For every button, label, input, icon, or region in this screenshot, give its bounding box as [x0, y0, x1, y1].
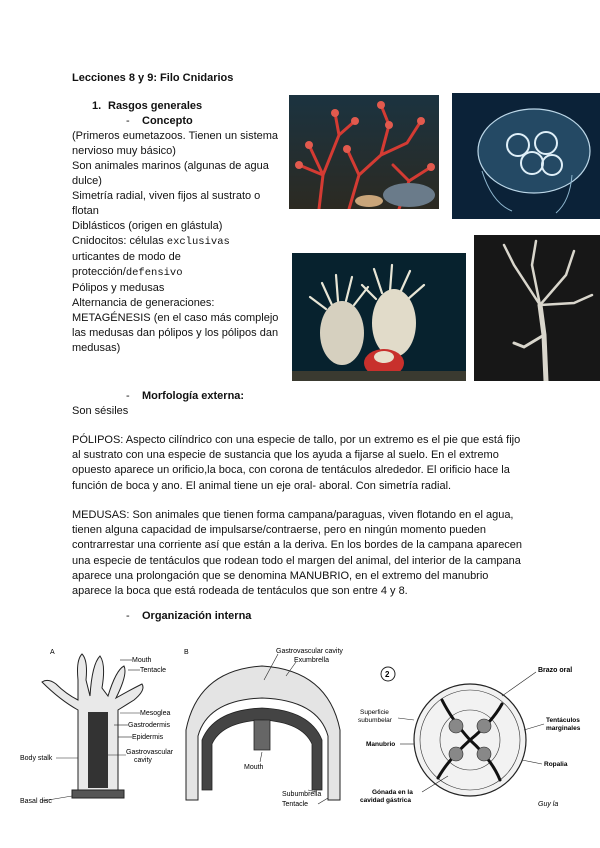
section-number: 1.: [92, 100, 102, 112]
jellyfish-photo: [452, 93, 600, 219]
label-exumbrella: Exumbrella: [294, 657, 330, 664]
fig-letter-a: A: [50, 649, 55, 656]
label-gastro-cavity-2: cavity: [134, 757, 152, 764]
section-title: Rasgos generales: [108, 100, 203, 112]
cnid-emphasis-2: defensivo: [125, 267, 183, 279]
concept-line: Pólipos y medusas: [72, 282, 165, 294]
label-tentaculos-1: Tentáculos: [546, 717, 580, 724]
concept-line: Alternancia de generaciones:: [72, 297, 215, 309]
anemone-photo: [292, 253, 466, 381]
label-brazo-oral: Brazo oral: [538, 667, 573, 674]
label-gonada-2: cavidad gástrica: [360, 797, 411, 804]
label-mouth: Mouth: [132, 657, 152, 664]
concept-line: (Primeros eumetazoos. Tienen un sistema: [72, 130, 279, 142]
subheading-label: Concepto: [142, 115, 193, 127]
fig-letter-b: B: [184, 649, 189, 656]
artist-signature: Guy la: [538, 801, 559, 808]
section-heading-rasgos: [92, 100, 202, 112]
coral-photo: [289, 95, 439, 209]
concept-line: Diblásticos (origen en glástula): [72, 220, 223, 232]
subheading-concepto: [126, 115, 193, 127]
son-sesiles-text: Son sésiles: [72, 405, 129, 417]
subheading-morfologia: [126, 390, 244, 402]
concept-line-cnidocitos: [72, 234, 288, 250]
label-ropalia: Ropalia: [544, 761, 568, 768]
label-mesoglea: Mesoglea: [140, 710, 171, 717]
concept-line: nervioso muy básico): [72, 145, 176, 157]
fig-number-2: 2: [385, 670, 390, 679]
polipos-paragraph: PÓLIPOS: Aspecto cilíndrico con una especie de tallo, por un extremo es el pie que está fijo al sustrato con una especie de sustancia que los ayuda a fijarse al suelo. En el extremo opuesto aparece un orificio,la boca, con corona de tentáculos alrededor. El orificio hace la función de boca y ano. El animal tiene un eje oral- aboral. Con simetría radial.: [72, 434, 521, 492]
label-superficie-2: subumbelar: [358, 717, 392, 724]
oral-view-diagram: [352, 660, 600, 820]
bullet-marker: -: [126, 115, 130, 127]
concept-line: las medusas dan pólipos y los pólipos dan: [72, 327, 279, 339]
concept-line: Simetría radial, viven fijos al sustrato o: [72, 190, 261, 202]
label-gastrodermis: Gastrodermis: [128, 722, 171, 729]
subheading-organizacion: [126, 610, 251, 622]
concept-line: METAGÉNESIS (en el caso más complejo: [72, 312, 279, 324]
label-manubrio: Manubrio: [366, 741, 396, 748]
cnid-emphasis: exclusivas: [166, 236, 230, 248]
subheading-label: Organización interna: [142, 610, 252, 622]
subheading-label: Morfología externa:: [142, 390, 245, 402]
hydra-photo: [474, 235, 600, 381]
concept-line: flotan: [72, 205, 99, 217]
label-mouth-b: Mouth: [244, 764, 264, 771]
label-gonada-1: Gónada en la: [372, 789, 413, 796]
medusa-diagram: [178, 640, 358, 810]
label-superficie-1: Superficie: [360, 709, 389, 716]
label-gastro-cavity: Gastrovascular cavity: [276, 648, 343, 655]
cnid-prefix: Cnidocitos: células: [72, 235, 167, 247]
label-gastro-cavity-1: Gastrovascular: [126, 749, 174, 756]
concept-text-block: [72, 129, 288, 356]
label-tentacle: Tentacle: [140, 667, 167, 674]
bullet-marker: -: [126, 390, 130, 402]
label-tentaculos-2: marginales: [546, 725, 581, 732]
concept-line: urticantes de modo de: [72, 251, 181, 263]
concept-line-proteccion: [72, 265, 288, 281]
concept-line: Son animales marinos (algunas de agua: [72, 160, 269, 172]
cnid-prefix-2: protección/: [72, 266, 126, 278]
bullet-marker: -: [126, 610, 130, 622]
label-tentacle-b: Tentacle: [282, 801, 309, 808]
concept-line: medusas): [72, 342, 121, 354]
label-subumbrella: Subumbrella: [282, 791, 322, 798]
label-basal-disc: Basal disc: [20, 798, 52, 805]
label-epidermis: Epidermis: [132, 734, 164, 741]
concept-line: dulce): [72, 175, 102, 187]
polyp-diagram: [20, 640, 190, 810]
document-title: Lecciones 8 y 9: Filo Cnidarios: [72, 72, 234, 84]
label-body-stalk: Body stalk: [20, 755, 53, 762]
medusas-paragraph: MEDUSAS: Son animales que tienen forma campana/paraguas, viven flotando en el agua, tienen alguna capacidad de impulsarse/contraerse, pero en ningún momento pueden contrarrestar una corriente así que están a la deriva. En los bordes de la campana aparecen una especie de tentáculos que rodean todo el margen del animal, del interior de la campana aparece una prolongación que se denomina MANUBRIO, en el extremo del manubrio aparece la boca que está rodeada de tentáculos que son entre 4 y 8.: [72, 509, 523, 598]
